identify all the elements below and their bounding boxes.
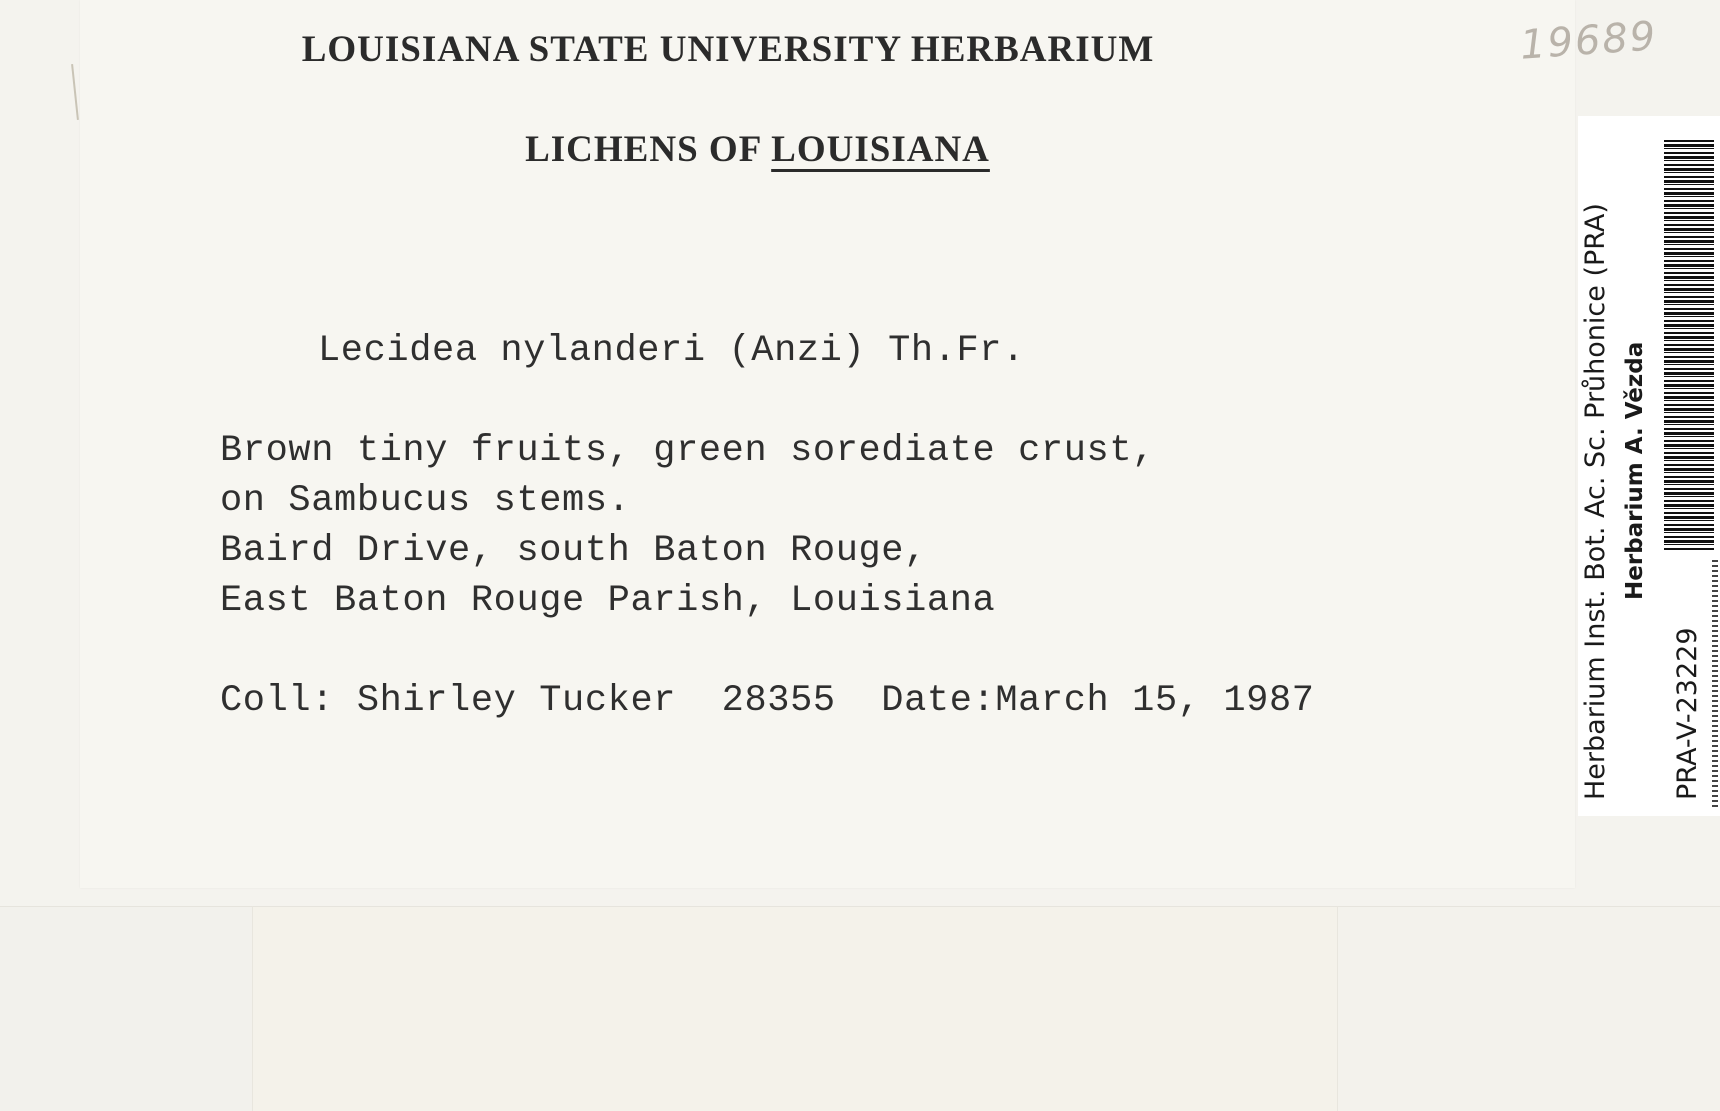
pra-herbarium-name: Herbarium Inst. Bot. Ac. Sc. Průhonice (PRA) bbox=[1580, 203, 1611, 800]
series-heading bbox=[0, 128, 1515, 171]
collection-line: Coll: Shirley Tucker 28355 Date:March 15, 1987 bbox=[220, 680, 1315, 722]
series-region: LOUISIANA bbox=[771, 129, 990, 170]
barcode bbox=[1664, 140, 1714, 550]
taxon-name: Lecidea nylanderi (Anzi) Th.Fr. bbox=[318, 330, 1025, 372]
series-prefix: LICHENS OF bbox=[525, 129, 761, 170]
locality-line-1: Baird Drive, south Baton Rouge, bbox=[220, 530, 927, 572]
lower-paper-right bbox=[1337, 906, 1720, 1111]
pra-specimen-id: PRA-V-23229 bbox=[1672, 627, 1703, 800]
description-line-1: Brown tiny fruits, green sorediate crust, bbox=[220, 430, 1155, 472]
sheet-number: 19689 bbox=[1518, 13, 1659, 69]
locality-line-2: East Baton Rouge Parish, Louisiana bbox=[220, 580, 996, 622]
pra-sub-herbarium: Herbarium A. Vězda bbox=[1622, 341, 1648, 600]
barcode-edge bbox=[1712, 560, 1718, 810]
lower-paper-left bbox=[0, 906, 252, 1111]
description-line-2: on Sambucus stems. bbox=[220, 480, 631, 522]
lower-paper-middle bbox=[252, 906, 1338, 1111]
pencil-mark bbox=[71, 64, 79, 120]
institution-heading: LOUISIANA STATE UNIVERSITY HERBARIUM bbox=[301, 29, 1155, 70]
